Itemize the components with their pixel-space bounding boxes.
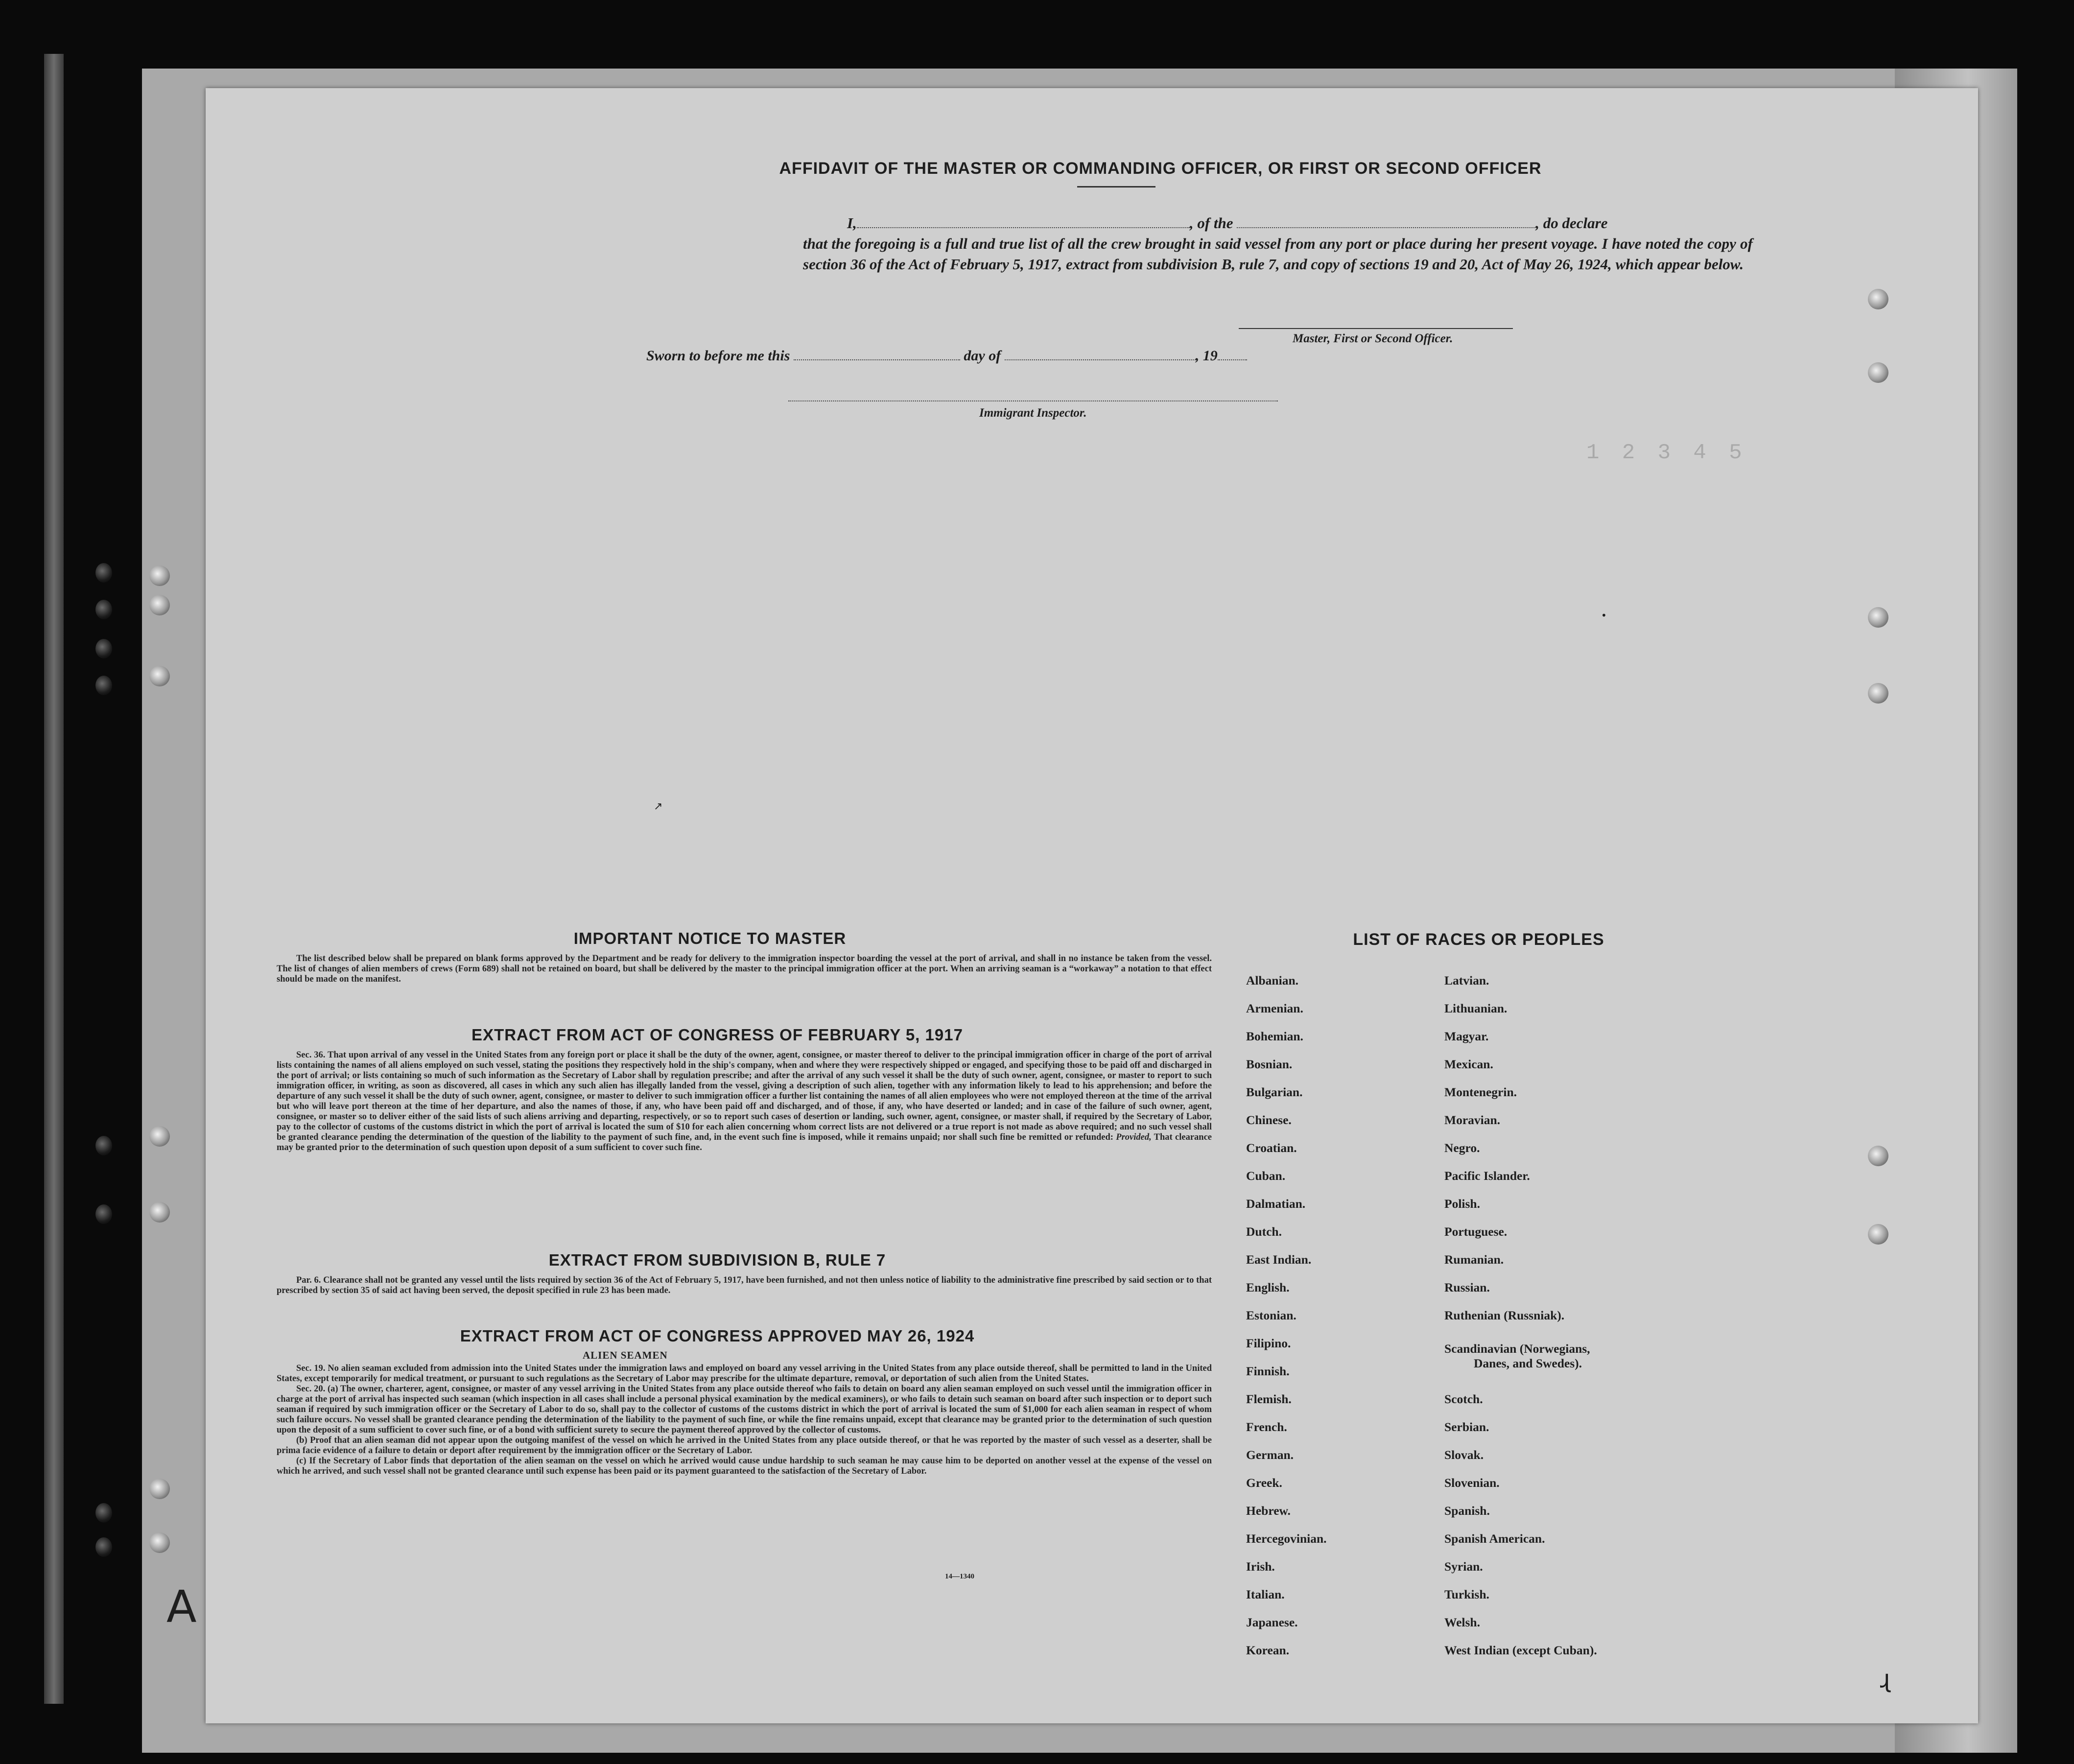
race-right: Ruthenian (Russniak). — [1444, 1308, 1565, 1322]
extract-1917-body — [277, 1050, 1212, 1153]
race-left: Dutch. — [1246, 1224, 1282, 1239]
race-right: Welsh. — [1444, 1615, 1480, 1629]
race-left: German. — [1246, 1448, 1294, 1462]
rule-7-title: EXTRACT FROM SUBDIVISION B, RULE 7 — [548, 1251, 886, 1269]
stray-mark: • — [1601, 610, 1607, 621]
notice-body: The list described below shall be prepared on blank forms approved by the Department and be ready for delivery to the immigration inspector boarding the vessel at the port of arrival, and shall in no instance be taken from the vessel. The list of changes of alien members of crews (Form 689) shall not be retained on board, but shall be delivered by the master to the principal immigration officer at the port. When an arriving seaman is a “workaway” a notation to that effect should be made on the manifest. — [277, 954, 1212, 984]
master-signature-line[interactable] — [1239, 328, 1513, 329]
race-right: West Indian (except Cuban). — [1444, 1643, 1597, 1657]
race-left: Filipino. — [1246, 1336, 1291, 1350]
race-right: Scandinavian (Norwegians, — [1444, 1341, 1590, 1356]
race-left: Korean. — [1246, 1643, 1290, 1657]
race-right: Pacific Islander. — [1444, 1169, 1530, 1183]
alien-seamen-subtitle: ALIEN SEAMEN — [583, 1349, 668, 1361]
race-left: Finnish. — [1246, 1364, 1290, 1378]
race-left: Chinese. — [1246, 1113, 1292, 1127]
race-right: Mexican. — [1444, 1057, 1493, 1071]
race-right: Syrian. — [1444, 1559, 1483, 1574]
race-right-continued: Danes, and Swedes). — [1474, 1356, 1582, 1370]
race-right: Portuguese. — [1444, 1224, 1508, 1239]
race-right: Magyar. — [1444, 1029, 1489, 1043]
race-left: Cuban. — [1246, 1169, 1286, 1183]
binder-strip — [44, 54, 64, 1704]
punch-hole — [1868, 362, 1888, 383]
race-right: Scotch. — [1444, 1392, 1483, 1406]
binding-hole — [95, 1537, 112, 1557]
stray-mark: ɻ — [1880, 1665, 1890, 1693]
affidavit-i: I, — [847, 214, 857, 232]
race-left: East Indian. — [1246, 1252, 1312, 1267]
race-left: Italian. — [1246, 1587, 1285, 1601]
race-left: Bosnian. — [1246, 1057, 1293, 1071]
race-left: Armenian. — [1246, 1001, 1303, 1015]
race-left: Albanian. — [1246, 973, 1299, 988]
sworn-day-field[interactable] — [794, 359, 960, 360]
binding-hole — [149, 666, 170, 686]
name-field[interactable] — [857, 227, 1190, 228]
bleed-through: 1 2 3 4 5 — [1586, 441, 1747, 465]
section-20b-text: (b) Proof that an alien seaman did not appear upon the outgoing manifest of the vessel on which he arrived in the United States from any place outside thereof, or that he was reported by the master of such vessel as a deserter, shall be prima facie evidence of a failure to detain or deport after requirement by the immigration officer or the Secretary of Labor. — [277, 1435, 1212, 1456]
punch-hole — [1868, 1224, 1888, 1245]
race-right: Moravian. — [1444, 1113, 1501, 1127]
sworn-day-of: day of — [964, 348, 1001, 364]
manifest-sheet — [166, 88, 1978, 1723]
punch-hole — [1868, 683, 1888, 704]
binding-hole — [95, 676, 112, 695]
sworn-year: , 19 — [1195, 348, 1218, 364]
sworn-line — [646, 348, 1247, 364]
race-left: English. — [1246, 1280, 1290, 1294]
inspector-signature-label: Immigrant Inspector. — [979, 406, 1087, 420]
race-left: Greek. — [1246, 1476, 1282, 1490]
title-rule — [1077, 186, 1155, 188]
races-title: LIST OF RACES OR PEOPLES — [1353, 930, 1604, 949]
notice-title: IMPORTANT NOTICE TO MASTER — [573, 929, 847, 947]
race-left: Bohemian. — [1246, 1029, 1303, 1043]
race-right: Serbian. — [1444, 1420, 1489, 1434]
affidavit-text — [597, 213, 1753, 275]
race-right: Polish. — [1444, 1197, 1480, 1211]
binding-hole — [149, 565, 170, 586]
race-right: Spanish American. — [1444, 1531, 1545, 1546]
section-20a-text: Sec. 20. (a) The owner, charterer, agent, consignee, or master of any vessel arriving in the United States from any place outside thereof who fails to detain on board any alien seaman employed on such vessel until the immigration officer in charge at the port of arrival has inspected such seaman (which inspection in all cases shall include a personal physical examination by the medical examiners), or who fails to detain such seaman on board after such inspection or to deport such seaman if required by such immigration officer or the Secretary of Labor to do so, shall pay to the collector of customs of the customs district in which the port of arrival is located the sum of $1,000 for each alien seaman in respect of whom such failure occurs. No vessel shall be granted clearance pending the determination of the liability to the payment of such fine, or while the fine remains unpaid, except that clearance may be granted prior to the determination of such question upon the deposit of a sum sufficient to cover such fine, or of a bond with sufficient surety to secure the payment thereof approved by the collector of customs. — [277, 1384, 1212, 1435]
race-left: Irish. — [1246, 1559, 1275, 1574]
binding-hole — [95, 1503, 112, 1523]
punch-hole — [1868, 607, 1888, 628]
race-left: Dalmatian. — [1246, 1197, 1306, 1211]
affidavit-title: AFFIDAVIT OF THE MASTER OR COMMANDING OFFICER, OR FIRST OR SECOND OFFICER — [779, 159, 1542, 178]
race-left: Croatian. — [1246, 1141, 1297, 1155]
race-left: Hebrew. — [1246, 1504, 1291, 1518]
extract-1917-title: EXTRACT FROM ACT OF CONGRESS OF FEBRUARY 5, 1917 — [471, 1026, 963, 1044]
binding-hole — [149, 595, 170, 615]
stray-mark: ↗ — [654, 800, 663, 813]
extract-1924-body — [277, 1364, 1212, 1477]
race-left: Hercegovinian. — [1246, 1531, 1327, 1546]
extract-1924-title: EXTRACT FROM ACT OF CONGRESS APPROVED MAY 26, 1924 — [460, 1327, 975, 1345]
inspector-signature-line[interactable] — [788, 400, 1278, 401]
race-right: Russian. — [1444, 1280, 1490, 1294]
proviso-text: That clearance may be granted prior to the determination of such question upon deposit of a sum sufficient to cover such fine. — [277, 1132, 1212, 1152]
binding-hole — [149, 1479, 170, 1499]
affidavit-of-the: , of the — [1189, 214, 1233, 232]
race-right: Spanish. — [1444, 1504, 1490, 1518]
race-right: Rumanian. — [1444, 1252, 1504, 1267]
punch-hole — [1868, 1146, 1888, 1166]
binding-hole — [95, 1204, 112, 1224]
proviso-word: Provided, — [1116, 1132, 1152, 1142]
stray-mark: A — [166, 1581, 197, 1633]
rule-7-body: Par. 6. Clearance shall not be granted any vessel until the lists required by section 36 of the Act of February 5, 1917, have been furnished, and not then unless notice of liability to the administrative fine prescribed by said section or to that prescribed by section 35 of said act having been served, the deposit specified in rule 23 has been made. — [277, 1275, 1212, 1295]
section-20c-text: (c) If the Secretary of Labor finds that deportation of the alien seaman on the vessel on which he arrived would cause undue hardship to such seaman he may cause him to be deported on another vessel at the expense of the vessel on which he arrived, and such vessel shall not be granted clearance until such expense has been paid or its payment guaranteed to the satisfaction of the Secretary of Labor. — [277, 1456, 1212, 1476]
binding-hole — [95, 600, 112, 619]
affidavit-body: that the foregoing is a full and true list of all the crew brought in said vessel from any port or place during her present voyage. I have noted the copy of section 36 of the Act of February 5, 1917, extract from subdivision B, rule 7, and copy of sections 19 and 20, Act of May 26, 1924, which appear below. — [803, 235, 1753, 273]
binding-hole — [149, 1202, 170, 1223]
race-left: Bulgarian. — [1246, 1085, 1303, 1099]
section-36-text: Sec. 36. That upon arrival of any vessel in the United States from any foreign port or place it shall be the duty of the owner, agent, consignee, or master thereof to deliver to the principal immigration officer in charge of the port of arrival lists containing the names of all aliens employed on such vessel, stating the positions they respectively hold in the ship's company, when and where they were respectively shipped or engaged, and specifying those to be paid off and discharged in the port of arrival; or lists containing so much of such information as the Secretary of Labor shall by regulation prescribe; and after the arrival of any such vessel it shall be the duty of such owner, agent, consignee, or master to report to such immigration officer, in writing, as soon as discovered, all cases in which any such alien has illegally landed from the vessel, giving a description of such alien, together with any information likely to lead to his apprehension; and before the departure of any such vessel it shall be the duty of such owner, agent, consignee, or master to deliver to such immigration officer a further list containing the names of all alien employees who were not employed thereon at the time of the arrival but who will leave port thereon at the time of her departure, and also the names of those, if any, who have been paid off and discharged, and of those, if any, who have deserted or landed; and in case of the failure of such owner, agent, consignee, or master so to deliver either of the said lists of such aliens arriving and departing, respectively, or so to report such cases of desertion or landing, such owner, agent, consignee, or master shall, if required by the Secretary of Labor, pay to the collector of customs of the customs district in which the port of arrival is located the sum of $10 for each alien concerning whom correct lists are not delivered or a true report is not made as above required; and no such vessel shall be granted clearance pending the determination of the question of the liability to the payment of such fine, and, in the event such fine is imposed, while it remains unpaid; nor shall such fine be remitted or refunded: — [277, 1050, 1212, 1142]
race-left: Japanese. — [1246, 1615, 1298, 1629]
race-right: Slovenian. — [1444, 1476, 1500, 1490]
binding-hole — [149, 1532, 170, 1553]
form-number: 14—1340 — [945, 1573, 974, 1580]
binding-hole — [95, 639, 112, 659]
race-left: Flemish. — [1246, 1392, 1292, 1406]
sworn-prefix: Sworn to before me this — [646, 348, 790, 364]
race-left: French. — [1246, 1420, 1287, 1434]
binding-hole — [95, 563, 112, 583]
race-right: Negro. — [1444, 1141, 1480, 1155]
punch-hole — [1868, 289, 1888, 309]
sworn-year-field[interactable] — [1218, 359, 1247, 360]
sworn-month-field[interactable] — [1005, 359, 1196, 360]
race-right: Lithuanian. — [1444, 1001, 1508, 1015]
binding-hole — [95, 1136, 112, 1155]
binding-hole — [149, 1126, 170, 1147]
race-right: Montenegrin. — [1444, 1085, 1517, 1099]
race-right: Slovak. — [1444, 1448, 1484, 1462]
race-right: Latvian. — [1444, 973, 1489, 988]
section-19-text: Sec. 19. No alien seaman excluded from admission into the United States under the immigration laws and employed on board any vessel arriving in the United States from any place outside thereof, shall be permitted to land in the United States, except temporarily for medical treatment, or pursuant to such regulations as the Secretary of Labor may prescribe for the ultimate departure, removal, or deportation of such alien from the United States. — [277, 1364, 1212, 1384]
race-right: Turkish. — [1444, 1587, 1489, 1601]
race-left: Estonian. — [1246, 1308, 1296, 1322]
affidavit-do-declare: , do declare — [1535, 214, 1608, 232]
vessel-field[interactable] — [1237, 227, 1535, 228]
master-signature-label: Master, First or Second Officer. — [1293, 332, 1453, 345]
